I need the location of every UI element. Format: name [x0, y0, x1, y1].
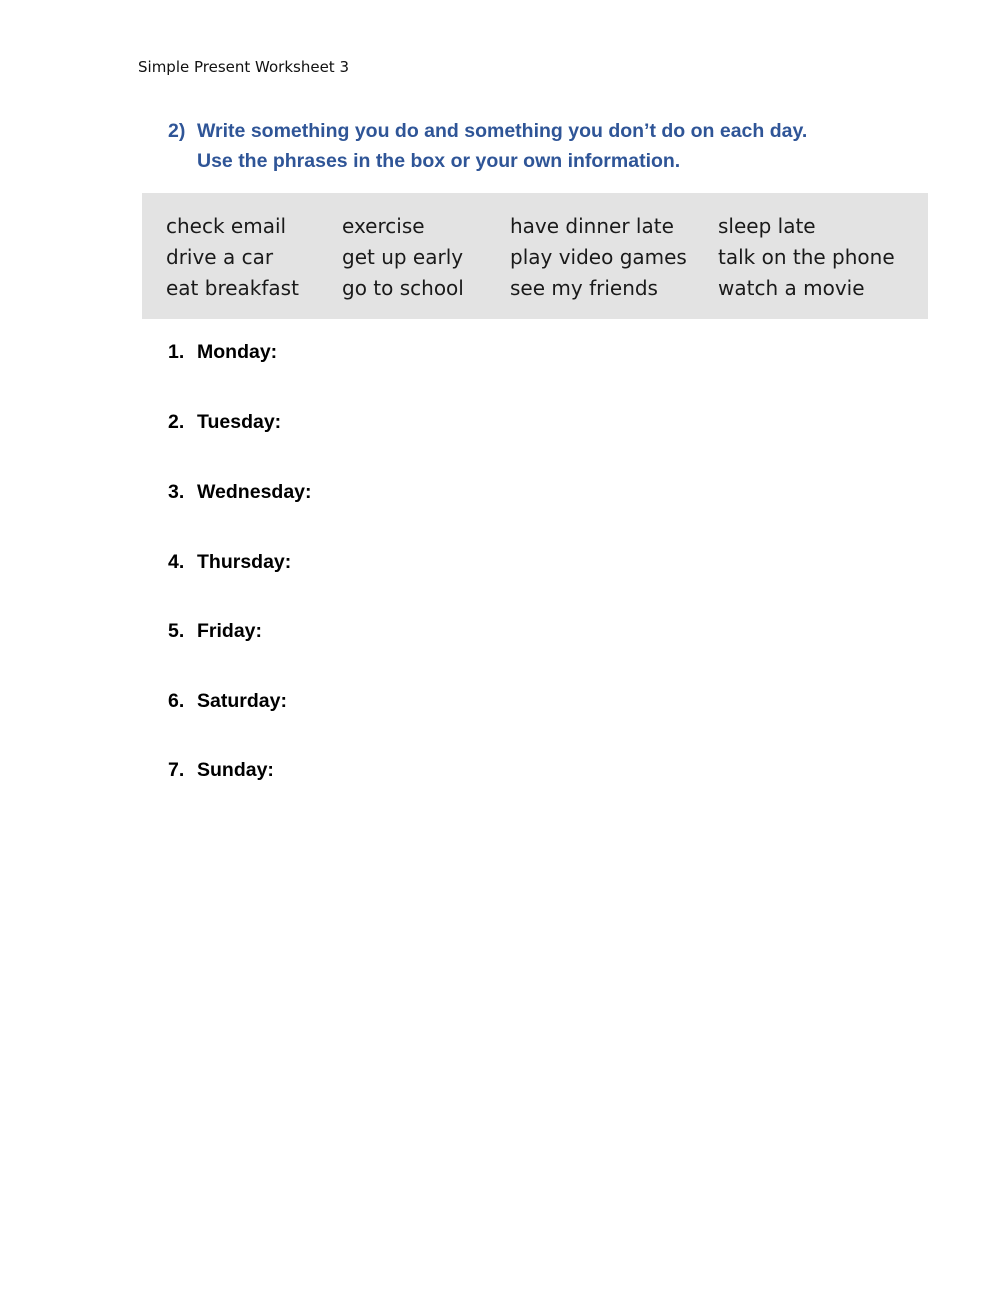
- phrase-item: go to school: [342, 276, 464, 300]
- phrase-item: have dinner late: [510, 214, 674, 238]
- phrase-item: drive a car: [166, 245, 274, 269]
- day-number: 4.: [168, 551, 185, 573]
- day-item-sunday: [168, 756, 274, 784]
- day-number: 5.: [168, 620, 185, 642]
- day-label: Thursday:: [197, 551, 292, 573]
- phrase-item: watch a movie: [718, 276, 865, 300]
- day-label: Wednesday:: [197, 481, 312, 503]
- day-item-wednesday: [168, 478, 312, 506]
- phrase-item: exercise: [342, 214, 425, 238]
- instruction-line-2: Use the phrases in the box or your own information.: [197, 150, 681, 172]
- day-number: 3.: [168, 481, 185, 503]
- phrase-item: talk on the phone: [718, 245, 895, 269]
- day-number: 6.: [168, 690, 185, 712]
- day-label: Sunday:: [197, 759, 274, 781]
- day-item-thursday: [168, 548, 291, 576]
- day-item-friday: [168, 617, 262, 645]
- phrase-item: play video games: [510, 245, 687, 269]
- phrase-item: get up early: [342, 245, 464, 269]
- day-number: 7.: [168, 759, 185, 781]
- phrase-item: see my friends: [510, 276, 658, 300]
- day-item-saturday: [168, 687, 287, 715]
- day-item-tuesday: [168, 408, 281, 436]
- phrase-item: check email: [166, 214, 287, 238]
- day-label: Saturday:: [197, 690, 287, 712]
- day-label: Monday:: [197, 341, 278, 363]
- day-label: Friday:: [197, 620, 263, 642]
- instruction-number: 2): [168, 120, 186, 142]
- phrase-item: eat breakfast: [166, 276, 299, 300]
- worksheet-header: Simple Present Worksheet 3: [138, 58, 349, 76]
- instruction-line-1: Write something you do and something you don’t do on each day.: [197, 120, 808, 142]
- day-number: 1.: [168, 341, 185, 363]
- day-item-monday: [168, 338, 277, 366]
- phrase-box: [142, 193, 928, 319]
- day-label: Tuesday:: [197, 411, 282, 433]
- day-number: 2.: [168, 411, 185, 433]
- phrase-item: sleep late: [718, 214, 816, 238]
